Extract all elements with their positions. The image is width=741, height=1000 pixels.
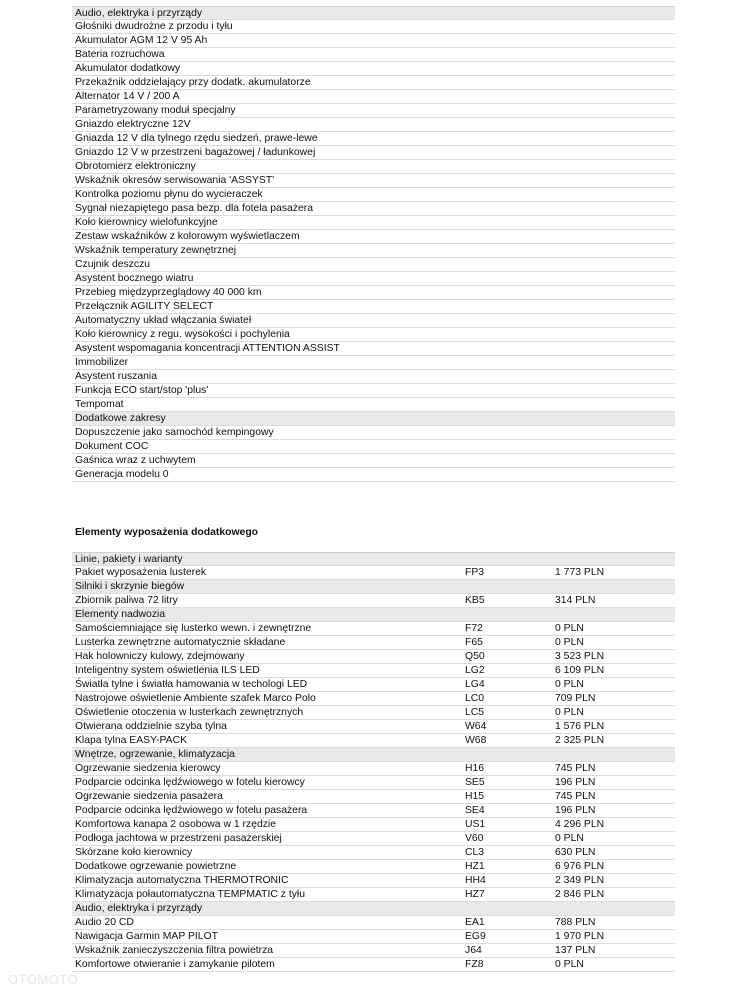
option-code: LC0	[465, 693, 485, 704]
option-code: SE4	[465, 805, 485, 816]
option-name: Lusterka zewnętrzne automatycznie składane	[75, 637, 286, 648]
category-header: Audio, elektryka i przyrządy	[72, 6, 675, 20]
list-item: Bateria rozruchowa	[72, 48, 675, 62]
option-price: 196 PLN	[555, 805, 596, 816]
table-row	[72, 636, 675, 650]
table-row	[72, 664, 675, 678]
option-code: V60	[465, 833, 484, 844]
option-code: W64	[465, 721, 487, 732]
option-price: 0 PLN	[555, 833, 584, 844]
option-price: 6 109 PLN	[555, 665, 605, 676]
option-price: 709 PLN	[555, 693, 596, 704]
option-price: 4 296 PLN	[555, 819, 605, 830]
option-name: Komfortowa kanapa 2 osobowa w 1 rzędzie	[75, 819, 276, 830]
list-item: Gniazdo elektryczne 12V	[72, 118, 675, 132]
option-price: 1 576 PLN	[555, 721, 605, 732]
option-code: KB5	[465, 595, 485, 606]
option-name: Pakiet wyposażenia lusterek	[75, 567, 207, 578]
option-name: Linie, pakiety i warianty	[75, 554, 183, 565]
option-price: 745 PLN	[555, 763, 596, 774]
table-row	[72, 958, 675, 972]
list-item: Alternator 14 V / 200 A	[72, 90, 675, 104]
table-row	[72, 566, 675, 580]
option-price: 788 PLN	[555, 917, 596, 928]
table-row	[72, 720, 675, 734]
option-name: Audio 20 CD	[75, 917, 134, 928]
list-item: Przełącznik AGILITY SELECT	[72, 300, 675, 314]
option-price: 3 523 PLN	[555, 651, 605, 662]
table-row	[72, 692, 675, 706]
option-price: 745 PLN	[555, 791, 596, 802]
table-row	[72, 706, 675, 720]
list-item: Dopuszczenie jako samochód kempingowy	[72, 426, 675, 440]
option-code: F65	[465, 637, 483, 648]
table-row	[72, 790, 675, 804]
table-row	[72, 944, 675, 958]
option-code: LG2	[465, 665, 485, 676]
list-item: Akumulator AGM 12 V 95 Ah	[72, 34, 675, 48]
option-name: Ogrzewanie siedzenia kierowcy	[75, 763, 221, 774]
list-item: Wskaźnik temperatury zewnętrznej	[72, 244, 675, 258]
option-name: Otwierana oddzielnie szyba tylna	[75, 721, 227, 732]
option-name: Wnętrze, ogrzewanie, klimatyzacja	[75, 749, 235, 760]
table-row	[72, 916, 675, 930]
option-price: 0 PLN	[555, 959, 584, 970]
option-code: LC5	[465, 707, 485, 718]
option-code: W68	[465, 735, 487, 746]
option-name: Oświetlenie otoczenia w lusterkach zewnętrznych	[75, 707, 304, 718]
list-item: Tempomat	[72, 398, 675, 412]
list-item: Parametryzowany moduł specjalny	[72, 104, 675, 118]
option-name: Wskaźnik zanieczyszczenia filtra powietrza	[75, 945, 274, 956]
table-row	[72, 832, 675, 846]
option-price: 0 PLN	[555, 707, 584, 718]
list-item: Gaśnica wraz z uchwytem	[72, 454, 675, 468]
option-price: 6 976 PLN	[555, 861, 605, 872]
option-name: Nastrojowe oświetlenie Ambiente szafek Marco Polo	[75, 693, 316, 704]
option-code: HZ7	[465, 889, 485, 900]
option-price: 1 970 PLN	[555, 931, 605, 942]
option-price: 196 PLN	[555, 777, 596, 788]
list-item: Asystent ruszania	[72, 370, 675, 384]
option-name: Klapa tylna EASY-PACK	[75, 735, 188, 746]
table-row	[72, 622, 675, 636]
table-row	[72, 762, 675, 776]
option-code: FP3	[465, 567, 485, 578]
option-name: Podparcie odcinka lędźwiowego w fotelu pasażera	[75, 805, 308, 816]
option-name: Skórzane koło kierownicy	[75, 847, 193, 858]
option-price: 0 PLN	[555, 637, 584, 648]
option-code: FZ8	[465, 959, 484, 970]
options-section-title: Elementy wyposażenia dodatkowego	[75, 527, 259, 538]
table-row	[72, 734, 675, 748]
table-row	[72, 650, 675, 664]
option-name: Samościemniające się lusterko wewn. i zewnętrzne	[75, 623, 312, 634]
option-name: Podparcie odcinka lędźwiowego w fotelu kierowcy	[75, 777, 305, 788]
list-item: Przekaźnik oddzielający przy dodatk. akumulatorze	[72, 76, 675, 90]
option-name: Komfortowe otwieranie i zamykanie pilotem	[75, 959, 275, 970]
list-item: Akumulator dodatkowy	[72, 62, 675, 76]
table-row	[72, 804, 675, 818]
category-header	[72, 608, 675, 622]
list-item: Przebieg międzyprzeglądowy 40 000 km	[72, 286, 675, 300]
option-name: Nawigacja Garmin MAP PILOT	[75, 931, 219, 942]
option-code: H16	[465, 763, 485, 774]
list-item: Koło kierownicy wielofunkcyjne	[72, 216, 675, 230]
option-name: Silniki i skrzynie biegów	[75, 581, 185, 592]
list-item: Gniazdo 12 V w przestrzeni bagażowej / ładunkowej	[72, 146, 675, 160]
option-code: HH4	[465, 875, 486, 886]
option-name: Podłoga jachtowa w przestrzeni pasażerskiej	[75, 833, 282, 844]
table-row	[72, 860, 675, 874]
list-item: Generacja modelu 0	[72, 468, 675, 482]
list-item: Wskaźnik okresów serwisowania 'ASSYST'	[72, 174, 675, 188]
option-code: US1	[465, 819, 486, 830]
option-code: SE5	[465, 777, 485, 788]
table-row	[72, 594, 675, 608]
option-price: 2 349 PLN	[555, 875, 605, 886]
option-price: 2 325 PLN	[555, 735, 605, 746]
option-code: J64	[465, 945, 482, 956]
list-item: Zestaw wskaźników z kolorowym wyświetlaczem	[72, 230, 675, 244]
list-item: Immobilizer	[72, 356, 675, 370]
category-header	[72, 902, 675, 916]
list-item: Asystent wspomagania koncentracji ATTENTION ASSIST	[72, 342, 675, 356]
list-item: Automatyczny układ włączania świateł	[72, 314, 675, 328]
list-item: Gniazda 12 V dla tylnego rzędu siedzeń, prawe-lewe	[72, 132, 675, 146]
table-row	[72, 930, 675, 944]
option-price: 137 PLN	[555, 945, 596, 956]
watermark-logo: OTOMOTO	[8, 972, 79, 987]
list-item: Sygnał niezapiętego pasa bezp. dla fotela pasażera	[72, 202, 675, 216]
list-item: Funkcja ECO start/stop 'plus'	[72, 384, 675, 398]
option-name: Audio, elektryka i przyrządy	[75, 903, 203, 914]
option-name: Klimatyzacja automatyczna THERMOTRONIC	[75, 875, 289, 886]
table-row	[72, 874, 675, 888]
option-price: 1 773 PLN	[555, 567, 605, 578]
list-item: Koło kierownicy z regu. wysokości i pochylenia	[72, 328, 675, 342]
category-header	[72, 552, 675, 566]
list-item: Głośniki dwudrożne z przodu i tyłu	[72, 20, 675, 34]
table-row	[72, 846, 675, 860]
option-price: 0 PLN	[555, 623, 584, 634]
option-price: 314 PLN	[555, 595, 596, 606]
option-name: Światła tylne i światła hamowania w techologi LED	[75, 679, 308, 690]
option-price: 2 846 PLN	[555, 889, 605, 900]
list-item: Czujnik deszczu	[72, 258, 675, 272]
list-item: Kontrolka poziomu płynu do wycieraczek	[72, 188, 675, 202]
option-name: Inteligentny system oświetlenia ILS LED	[75, 665, 260, 676]
option-code: F72	[465, 623, 483, 634]
table-row	[72, 818, 675, 832]
standard-equipment-list	[72, 6, 675, 482]
option-name: Ogrzewanie siedzenia pasażera	[75, 791, 223, 802]
list-item: Asystent bocznego wiatru	[72, 272, 675, 286]
table-row	[72, 678, 675, 692]
option-code: Q50	[465, 651, 485, 662]
category-header: Dodatkowe zakresy	[72, 412, 675, 426]
option-code: EG9	[465, 931, 486, 942]
category-header	[72, 580, 675, 594]
option-code: H15	[465, 791, 485, 802]
option-name: Elementy nadwozia	[75, 609, 166, 620]
option-code: HZ1	[465, 861, 485, 872]
option-name: Dodatkowe ogrzewanie powietrzne	[75, 861, 237, 872]
option-code: LG4	[465, 679, 485, 690]
option-name: Zbiornik paliwa 72 litry	[75, 595, 178, 606]
option-price: 630 PLN	[555, 847, 596, 858]
category-header	[72, 748, 675, 762]
option-name: Hak holowniczy kulowy, zdejmowany	[75, 651, 245, 662]
option-code: EA1	[465, 917, 485, 928]
option-name: Klimatyzacja połautomatyczna TEMPMATIC z tyłu	[75, 889, 306, 900]
table-row	[72, 888, 675, 902]
option-price: 0 PLN	[555, 679, 584, 690]
option-code: CL3	[465, 847, 485, 858]
list-item: Obrotomierz elektroniczny	[72, 160, 675, 174]
optional-equipment-table	[72, 552, 675, 972]
list-item: Dokument COC	[72, 440, 675, 454]
table-row	[72, 776, 675, 790]
